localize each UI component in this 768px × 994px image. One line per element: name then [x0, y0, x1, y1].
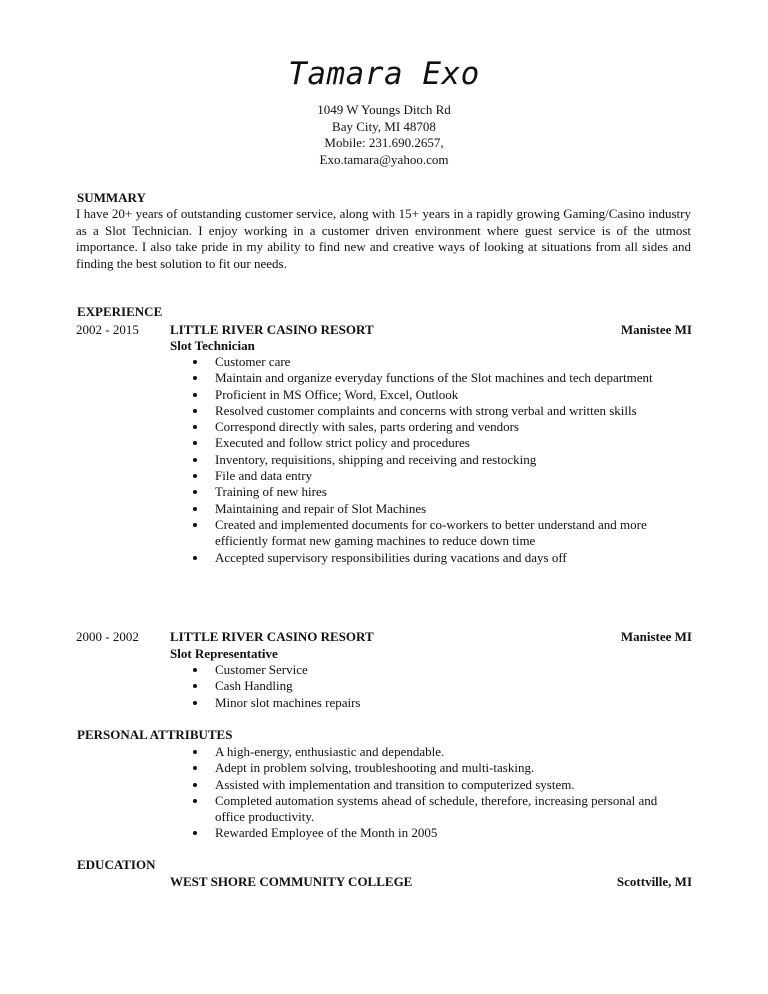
list-item: Minor slot machines repairs	[190, 695, 685, 711]
list-item: Created and implemented documents for co-workers to better understand and more efficiently format new gaming machines to reduce down time	[190, 517, 685, 550]
email-address: Exo.tamara@yahoo.com	[319, 151, 449, 167]
address-line-1: 1049 W Youngs Ditch Rd	[317, 102, 451, 117]
list-item: Resolved customer complaints and concerns with strong verbal and written skills	[190, 403, 685, 419]
list-item: Rewarded Employee of the Month in 2005	[190, 825, 685, 841]
list-item: Proficient in MS Office; Word, Excel, Outlook	[190, 387, 685, 403]
list-item: Maintaining and repair of Slot Machines	[190, 501, 685, 517]
list-item: Accepted supervisory responsibilities during vacations and days off	[190, 550, 685, 566]
job-location: Manistee MI	[620, 629, 692, 644]
list-item: Inventory, requisitions, shipping and receiving and restocking	[190, 452, 685, 468]
school-name: WEST SHORE COMMUNITY COLLEGE	[170, 874, 413, 889]
address-line-2: Bay City, MI 48708	[332, 118, 436, 134]
education-entry	[76, 874, 692, 891]
job-company: LITTLE RIVER CASINO RESORT	[170, 322, 374, 337]
list-item: Completed automation systems ahead of schedule, therefore, increasing personal and office productivity.	[190, 793, 685, 826]
list-item: Cash Handling	[190, 678, 685, 694]
list-item: Executed and follow strict policy and procedures	[190, 435, 685, 451]
list-item: Customer care	[190, 354, 685, 370]
job-position: Slot Technician	[170, 338, 255, 353]
list-item: Correspond directly with sales, parts ordering and vendors	[190, 419, 685, 435]
job-dates: 2000 - 2002	[76, 629, 139, 644]
job-header-2	[76, 629, 692, 646]
education-heading: EDUCATION	[77, 857, 156, 872]
list-item: A high-energy, enthusiastic and dependable.	[190, 744, 685, 760]
job-location: Manistee MI	[620, 322, 692, 337]
job-dates: 2002 - 2015	[76, 322, 139, 337]
job-duties-list	[190, 354, 685, 566]
personal-attributes-list	[190, 744, 685, 842]
mobile-phone: Mobile: 231.690.2657,	[324, 135, 444, 151]
candidate-name: Tamara Exo	[288, 56, 480, 92]
list-item: File and data entry	[190, 468, 685, 484]
personal-attributes-heading: PERSONAL ATTRIBUTES	[77, 727, 233, 742]
experience-heading: EXPERIENCE	[77, 304, 163, 319]
summary-text: I have 20+ years of outstanding customer service, along with 15+ years in a rapidly growing Gaming/Casino industry as a Slot Technician. I enjoy working in a customer driven environment where guest service is of the utmost importance. I also take pride in my ability to find new and creative ways of looking at situations from all sides and finding the best solution to fit our needs.	[76, 206, 691, 271]
list-item: Customer Service	[190, 662, 685, 678]
list-item: Adept in problem solving, troubleshooting and multi-tasking.	[190, 760, 685, 776]
job-position: Slot Representative	[170, 646, 278, 661]
list-item: Training of new hires	[190, 484, 685, 500]
job-duties-list	[190, 662, 685, 711]
list-item: Maintain and organize everyday functions of the Slot machines and tech department	[190, 370, 685, 386]
list-item: Assisted with implementation and transition to computerized system.	[190, 777, 685, 793]
contact-block	[0, 102, 768, 168]
school-location: Scottville, MI	[616, 874, 692, 889]
summary-heading: SUMMARY	[77, 190, 146, 205]
job-header-1	[76, 322, 692, 339]
job-company: LITTLE RIVER CASINO RESORT	[170, 629, 374, 644]
